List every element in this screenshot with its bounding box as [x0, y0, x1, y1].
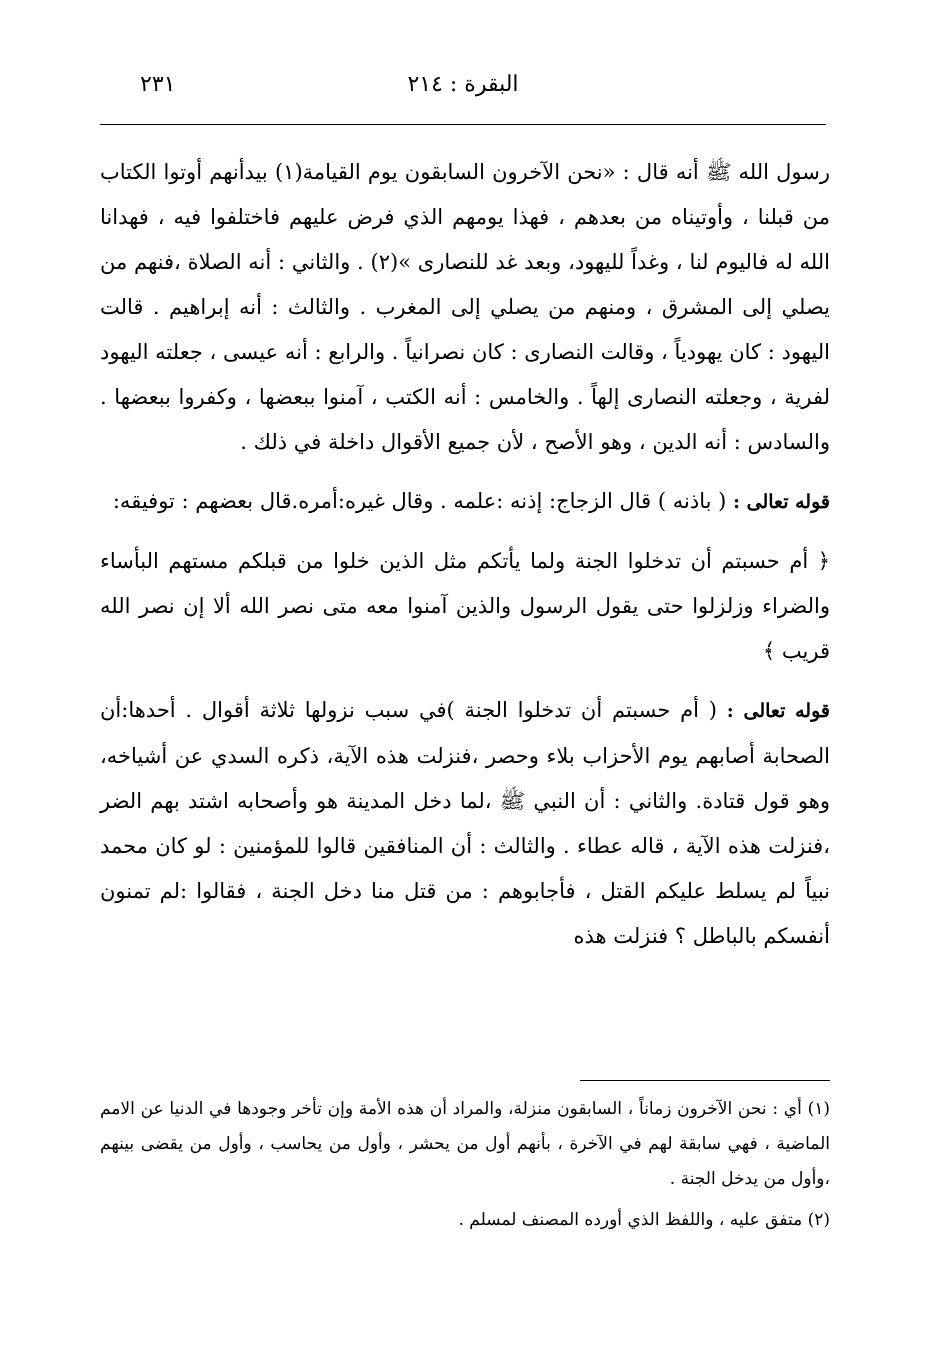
page-number: ٢٣١ — [140, 72, 176, 97]
footnote-divider — [580, 1080, 830, 1081]
paragraph-3-text: ( أم حسبتم أن تدخلوا الجنة )في سبب نزولها ثلاثة أقوال . أحدها:أن الصحابة أصابهم يوم الأحزاب بلاء وحصر ،فنزلت هذه الآية، ذكره السدي عن أشياخه، وهو قول قتادة. والثاني : أن النبي ﷺ ،لما دخل المدينة هو وأصحابه اشتد بهم الضر ،فنزلت هذه الآية ، قاله عطاء . والثالث : أن المنافقين قالوا للمؤمنين : لو كان محمد نبياً لم يسلط عليكم القتل ، فأجابوهم : من قتل منا دخل الجنة ، فقالوا :لم تمنون أنفسكم بالباطل ؟ فنزلت هذه — [100, 698, 830, 948]
paragraph-3 — [100, 688, 830, 959]
quran-verse: ﴿ أم حسبتم أن تدخلوا الجنة ولما يأتكم مثل الذين خلوا من قبلكم مستهم البأساء والضراء وزلزلوا حتى يقول الرسول والذين آمنوا معه متى نصر الله ألا إن نصر الله قريب ﴾ — [100, 549, 830, 663]
paragraph-1: رسول الله ﷺ أنه قال : «نحن الآخرون السابقون يوم القيامة(١) بيدأنهم أوتوا الكتاب من قبلنا ، وأوتيناه من بعدهم ، فهذا يومهم الذي فرض عليهم فاختلفوا فيه ، فهدانا الله له فاليوم لنا ، وغداً لليهود، وبعد غد للنصارى »(٢) . والثاني : أنه الصلاة ،فنهم من يصلي إلى المشرق ، ومنهم من يصلي إلى المغرب . والثالث : أنه إبراهيم . قالت اليهود : كان يهودياً ، وقالت النصارى : كان نصرانياً . والرابع : أنه عيسى ، جعلته اليهود لفرية ، وجعلته النصارى إلهاً . والخامس : أنه الكتب ، آمنوا ببعضها ، وكفروا ببعضها . والسادس : أنه الدين ، وهو الأصح ، لأن جميع الأقوال داخلة في ذلك . — [100, 160, 830, 454]
header-divider — [100, 124, 826, 125]
paragraph-3-lead: قوله تعالى : — [726, 700, 830, 722]
paragraph-2-lead: قوله تعالى : — [733, 491, 830, 513]
surah-reference: البقرة : ٢١٤ — [407, 72, 519, 97]
paragraph-2 — [100, 479, 830, 525]
paragraph-2-text: ( باذنه ) قال الزجاج: إذنه :علمه . وقال غيره:أمره.قال بعضهم : توفيقه: — [112, 489, 727, 513]
page-header — [100, 72, 826, 112]
footnote-1: (١) أي : نحن الآخرون زماناً ، السابقون منزلة، والمراد أن هذه الأمة وإن تأخر وجودها في الدنيا عن الامم الماضية ، فهي سابقة لهم في الآخرة ، بأنهم أول من يحشر ، وأول من يحاسب ، وأول من يقضى بينهم ،وأول من يدخل الجنة . — [100, 1099, 830, 1189]
footnote-2: (٢) متفق عليه ، واللفظ الذي أورده المصنف لمسلم . — [458, 1210, 830, 1230]
main-text — [100, 150, 830, 959]
footnotes — [100, 1092, 830, 1238]
